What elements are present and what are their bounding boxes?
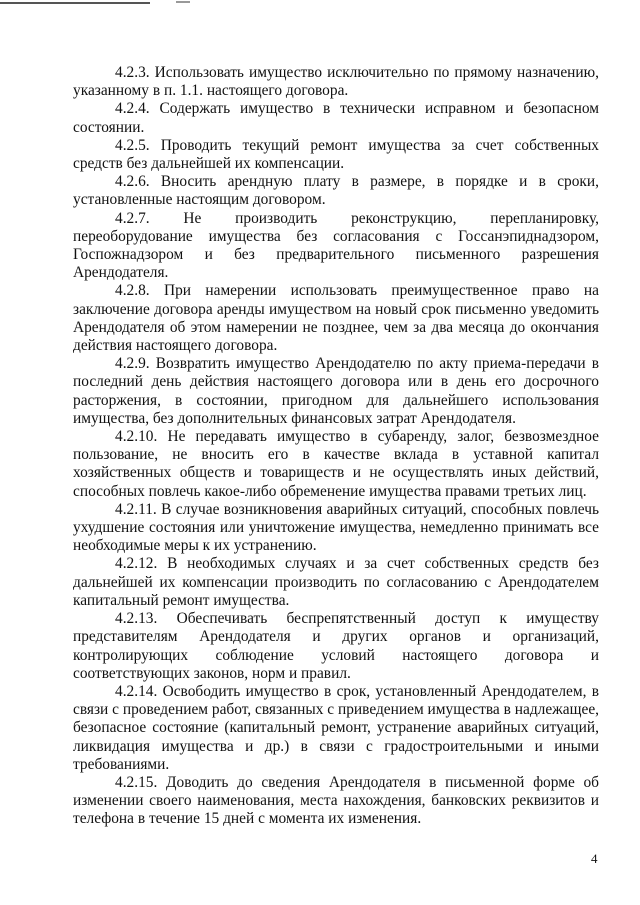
clause-4-2-8: 4.2.8. При намерении использовать преимущественное право на заключение договора аренды имуществом на новый срок письменно уведомить Арендодателя об этом намерении не позднее, чем за два месяца до окончания действия настоящего договора. <box>73 282 599 355</box>
scan-artifact-mark <box>176 1 190 3</box>
clause-4-2-6: 4.2.6. Вносить арендную плату в размере, в порядке и в сроки, установленные настоящим договором. <box>73 173 599 209</box>
page-number: 4 <box>591 851 598 866</box>
clause-4-2-7: 4.2.7. Не производить реконструкцию, перепланировку, переоборудование имущества без согласования с Госсанэпиднадзором, Госпожнадзором и без предварительного письменного разрешения Арендодателя. <box>73 209 599 282</box>
clause-4-2-4: 4.2.4. Содержать имущество в технически исправном и безопасном состоянии. <box>73 100 599 136</box>
clause-4-2-11: 4.2.11. В случае возникновения аварийных ситуаций, способных повлечь ухудшение состояния или уничтожение имущества, немедленно принимать все необходимые меры к их устранению. <box>73 500 599 555</box>
clause-4-2-14: 4.2.14. Освободить имущество в срок, установленный Арендодателем, в связи с проведением работ, связанных с приведением имущества в надлежащее, безопасное состояние (капитальный ремонт, устранение аварийных ситуаций, ликвидация имущества и др.) в связи с градостроительными и иными требованиями. <box>73 682 599 773</box>
clause-4-2-15: 4.2.15. Доводить до сведения Арендодателя в письменной форме об изменении своего наименования, места нахождения, банковских реквизитов и телефона в течение 15 дней с момента их изменения. <box>73 773 599 828</box>
clause-4-2-3: 4.2.3. Использовать имущество исключительно по прямому назначению, указанному в п. 1.1. настоящего договора. <box>73 64 599 100</box>
document-body <box>73 64 599 829</box>
scan-artifact-line <box>0 2 150 4</box>
clause-4-2-12: 4.2.12. В необходимых случаях и за счет собственных средств без дальнейшей их компенсации производить по согласованию с Арендодателем капитальный ремонт имущества. <box>73 555 599 609</box>
clause-4-2-9: 4.2.9. Возвратить имущество Арендодателю по акту приема-передачи в последний день действия настоящего договора или в день его досрочного расторжения, в состоянии, пригодном для дальнейшего использования имущества, без дополнительных финансовых затрат Арендодателя. <box>73 355 599 427</box>
clause-4-2-13: 4.2.13. Обеспечивать беспрепятственный доступ к имуществу представителям Арендодателя и других органов и организаций, контролирующих соблюдение условий настоящего договора и соответствующих законов, норм и правил. <box>73 610 599 682</box>
clause-4-2-10: 4.2.10. Не передавать имущество в субаренду, залог, безвозмездное пользование, не вносить его в качестве вклада в уставной капитал хозяйственных обществ и товариществ и не осуществлять иных действий, способных повлечь какое-либо обременение имущества правами третьих лиц. <box>73 428 599 500</box>
clause-4-2-5: 4.2.5. Проводить текущий ремонт имущества за счет собственных средств без дальнейшей их компенсации. <box>73 136 599 173</box>
